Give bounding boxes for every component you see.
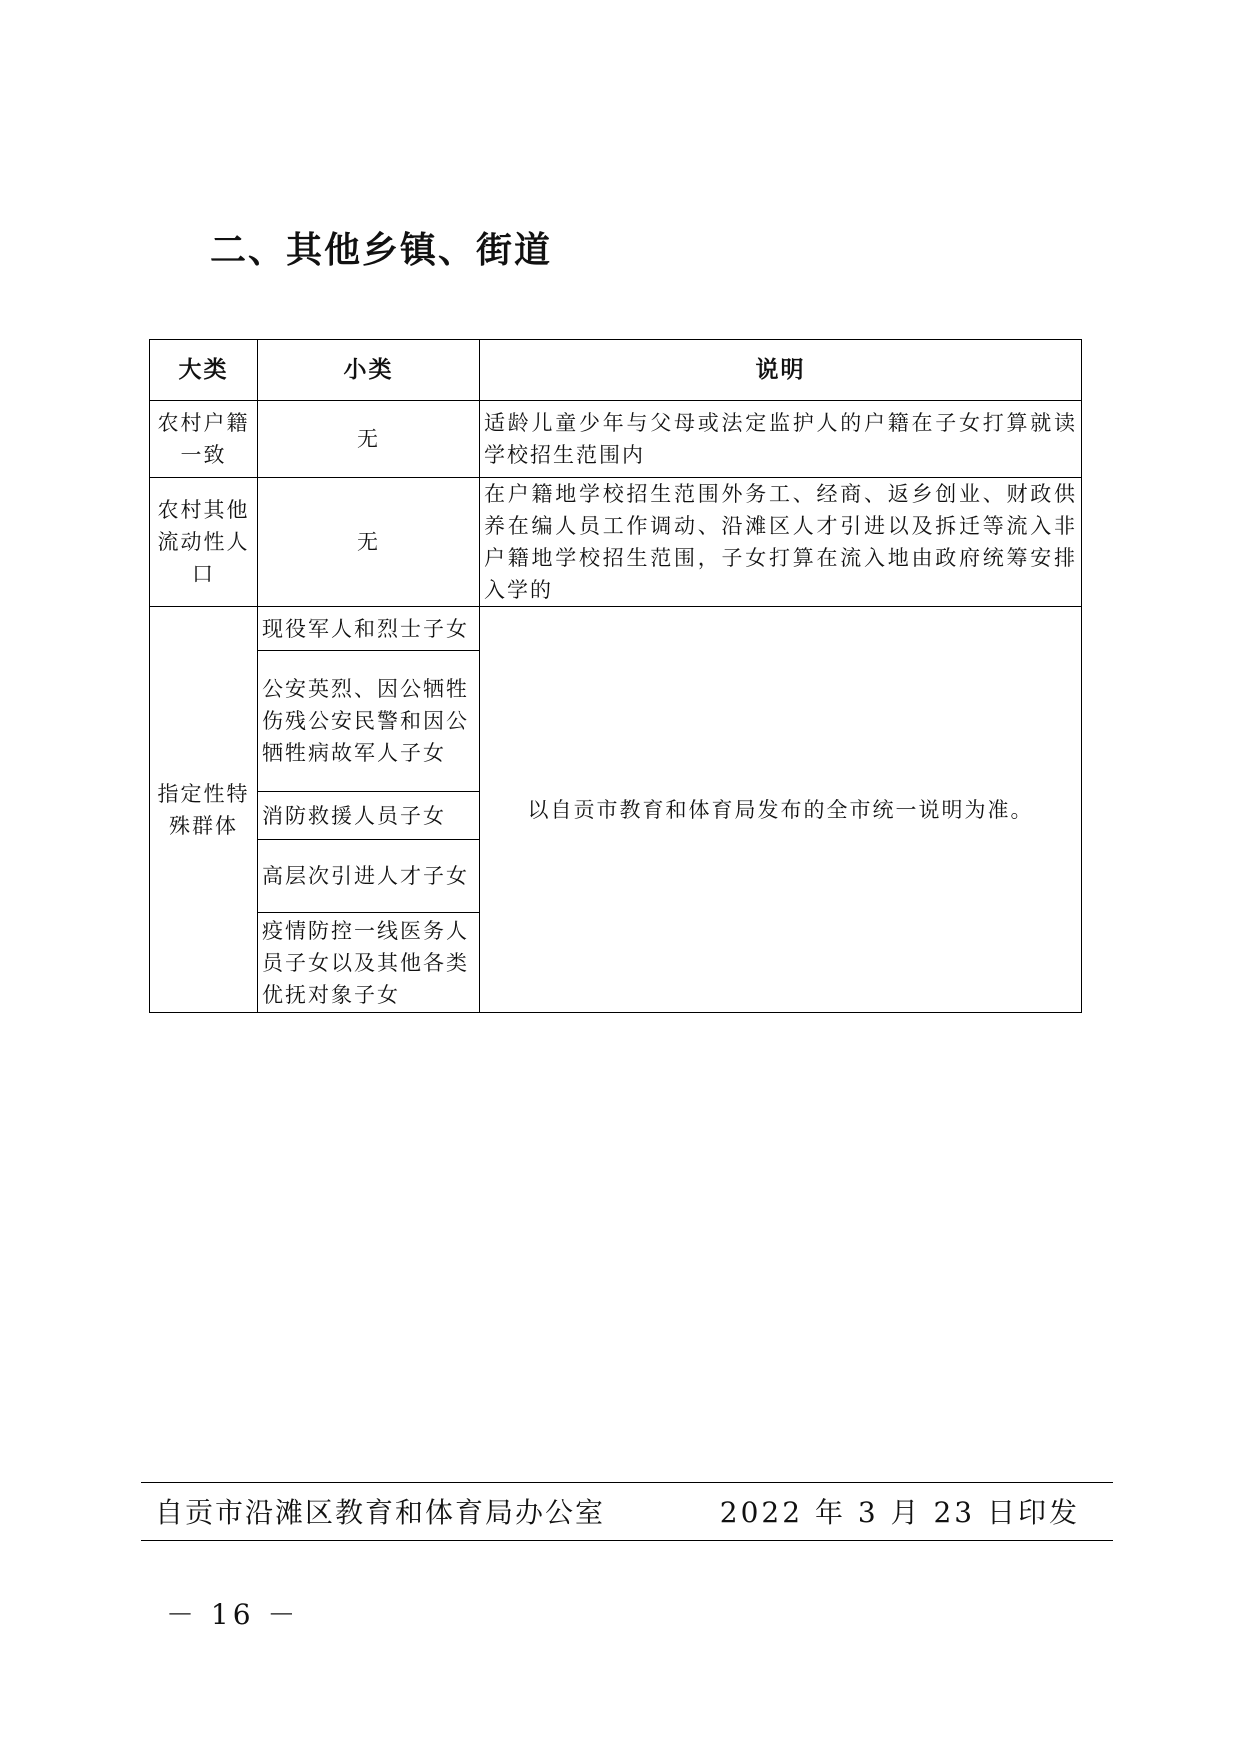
section-heading: 二、其他乡镇、街道 bbox=[210, 229, 553, 271]
subcategory-cell: 无 bbox=[258, 401, 480, 478]
subcategory-cell: 疫情防控一线医务人员子女以及其他各类优抚对象子女 bbox=[258, 913, 480, 1013]
policy-table bbox=[149, 339, 1082, 1013]
header-subcategory: 小类 bbox=[258, 340, 480, 401]
page-number: － 16 － bbox=[166, 1598, 300, 1631]
footer-top-rule bbox=[141, 1482, 1113, 1483]
table-header-row bbox=[150, 340, 1082, 401]
table-row bbox=[150, 607, 1082, 651]
footer-bottom-rule bbox=[141, 1540, 1113, 1541]
subcategory-cell: 公安英烈、因公牺牲伤残公安民警和因公牺牲病故军人子女 bbox=[258, 651, 480, 792]
category-cell: 农村户籍一致 bbox=[150, 401, 258, 478]
table-row bbox=[150, 401, 1082, 478]
subcategory-cell: 无 bbox=[258, 478, 480, 607]
description-cell: 在户籍地学校招生范围外务工、经商、返乡创业、财政供养在编人员工作调动、沿滩区人才引进以及拆迁等流入非户籍地学校招生范围，子女打算在流入地由政府统筹安排入学的 bbox=[480, 478, 1082, 607]
category-cell-special-group: 指定性特殊群体 bbox=[150, 607, 258, 1013]
subcategory-cell: 消防救援人员子女 bbox=[258, 792, 480, 840]
header-description: 说明 bbox=[480, 340, 1082, 401]
table-row bbox=[150, 478, 1082, 607]
issuing-office: 自贡市沿滩区教育和体育局办公室 bbox=[155, 1496, 606, 1529]
description-cell: 适龄儿童少年与父母或法定监护人的户籍在子女打算就读学校招生范围内 bbox=[480, 401, 1082, 478]
category-cell: 农村其他流动性人口 bbox=[150, 478, 258, 607]
issue-date: 2022 年 3 月 23 日印发 bbox=[719, 1496, 1080, 1529]
subcategory-cell: 高层次引进人才子女 bbox=[258, 840, 480, 913]
header-category: 大类 bbox=[150, 340, 258, 401]
subcategory-cell: 现役军人和烈士子女 bbox=[258, 607, 480, 651]
special-group-description-cell: 以自贡市教育和体育局发布的全市统一说明为准。 bbox=[480, 607, 1082, 1013]
